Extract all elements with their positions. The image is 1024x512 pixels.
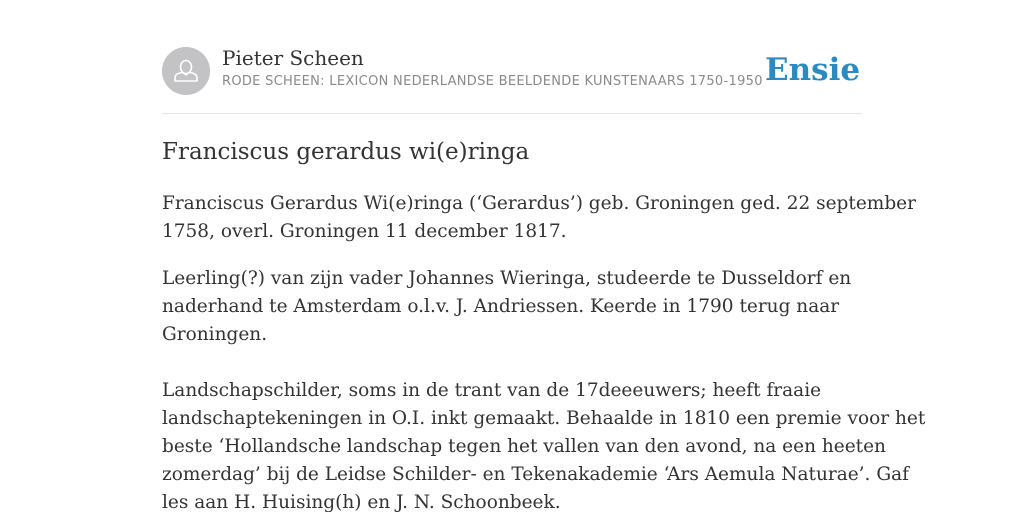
paragraph-line: les aan H. Huising(h) en J. N. Schoonbeek. [162,492,561,512]
author-name[interactable]: Pieter Scheen [222,46,364,70]
paragraph-line: Leerling(?) van zijn vader Johannes Wieringa, studeerde te Dusseldorf en [162,268,852,289]
source-label[interactable]: RODE SCHEEN: LEXICON NEDERLANDSE BEELDENDE KUNSTENAARS 1750-1950 [222,74,763,89]
article-paragraph-2 [162,265,862,349]
article-paragraph-1 [162,190,916,246]
paragraph-line: zomerdag’ bij de Leidse Schilder- en Tekenakademie ‘Ars Aemula Naturae’. Gaf [162,464,909,485]
paragraph-line: Groningen. [162,324,268,345]
paragraph-line: naderhand te Amsterdam o.l.v. J. Andriessen. Keerde in 1790 terug naar [162,296,840,317]
paragraph-line: beste ‘Hollandsche landschap tegen het vallen van den avond, na een heeten [162,436,886,457]
paragraph-line: landschaptekeningen in O.I. inkt gemaakt. Behaalde in 1810 een premie voor het [162,408,926,429]
header-divider [162,113,862,114]
paragraph-line: Franciscus Gerardus Wi(e)ringa (‘Gerardus’) geb. Groningen ged. 22 september [162,193,916,214]
page-title: Franciscus gerardus wi(e)ringa [162,139,530,165]
article-paragraph-3 [162,377,926,512]
paragraph-line: Landschapschilder, soms in de trant van de 17deeeuwers; heeft fraaie [162,380,822,401]
user-avatar-icon[interactable] [162,47,210,95]
paragraph-line: 1758, overl. Groningen 11 december 1817. [162,221,567,242]
ensie-logo[interactable]: Ensie [765,52,861,88]
article-header [162,46,862,96]
